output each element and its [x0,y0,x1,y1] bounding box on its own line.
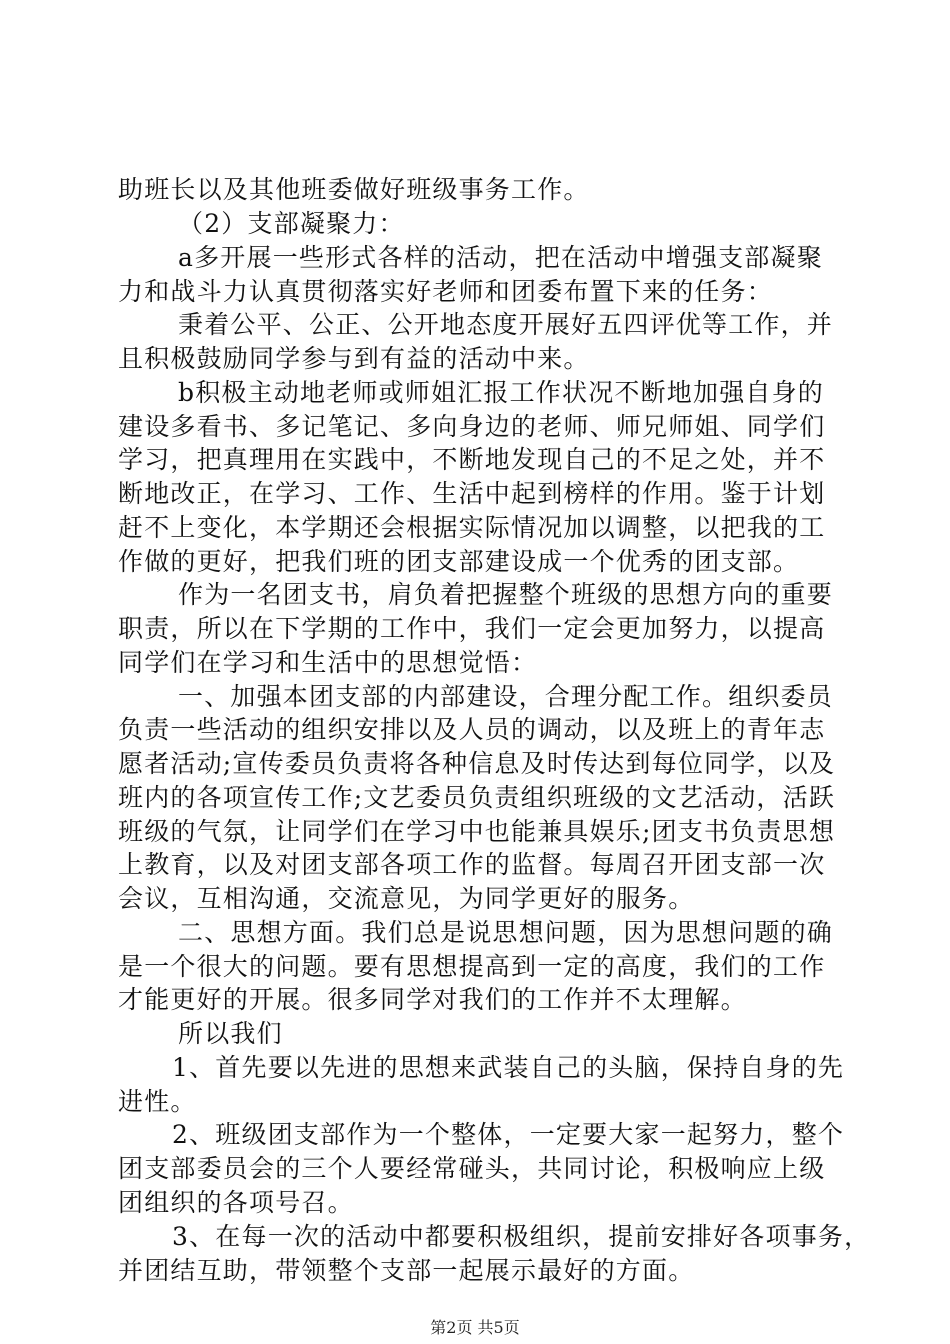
text-line: 一、加强本团支部的内部建设，合理分配工作。组织委员 [178,682,834,711]
text-line: 同学们在学习和生活中的思想觉悟： [118,648,538,677]
text-line: 断地改正，在学习、工作、生活中起到榜样的作用。鉴于计划 [118,479,826,508]
text-line: 才能更好的开展。很多同学对我们的工作并不太理解。 [118,985,747,1014]
text-line: 班级的气氛，让同学们在学习中也能兼具娱乐;团支书负责思想 [118,817,836,846]
text-line: 作做的更好，把我们班的团支部建设成一个优秀的团支部。 [118,547,800,576]
text-line: 作为一名团支书，肩负着把握整个班级的思想方向的重要 [178,580,834,609]
text-line: 团组织的各项号召。 [118,1188,354,1217]
page-number: 第2页 共5页 [430,1318,520,1337]
text-line: 秉着公平、公正、公开地态度开展好五四评优等工作，并 [178,310,834,339]
text-line: 二、思想方面。我们总是说思想问题，因为思想问题的确 [178,918,834,947]
text-line: 并团结互助，带领整个支部一起展示最好的方面。 [118,1256,695,1285]
text-line: 助班长以及其他班委做好班级事务工作。 [118,175,590,204]
text-line: 力和战斗力认真贯彻落实好老师和团委布置下来的任务： [118,277,774,306]
section-heading: （2）支部凝聚力： [178,209,405,238]
text-line: 学习，把真理用在实践中，不断地发现自己的不足之处，并不 [118,445,826,474]
list-item: 3、在每一次的活动中都要积极组织，提前安排好各项事务， [172,1222,871,1251]
text-line: 赶不上变化，本学期还会根据实际情况加以调整，以把我的工 [118,513,826,542]
list-item: 2、班级团支部作为一个整体，一定要大家一起努力，整个 [172,1120,845,1149]
text-line: 是一个很大的问题。要有思想提高到一定的高度，我们的工作 [118,952,826,981]
text-line: a多开展一些形式各样的活动，把在活动中增强支部凝聚 [178,243,823,272]
text-line: 团支部委员会的三个人要经常碰头，共同讨论，积极响应上级 [118,1154,826,1183]
list-item: 1、首先要以先进的思想来武装自己的头脑，保持自身的先 [172,1053,845,1082]
text-line: 会议，互相沟通，交流意见，为同学更好的服务。 [118,884,695,913]
text-line: b积极主动地老师或师姐汇报工作状况不断地加强自身的 [178,378,825,407]
text-line: 负责一些活动的组织安排以及人员的调动，以及班上的青年志 [118,715,826,744]
text-line: 上教育，以及对团支部各项工作的监督。每周召开团支部一次 [118,850,826,879]
text-line: 且积极鼓励同学参与到有益的活动中来。 [118,344,590,373]
text-line: 所以我们 [178,1019,283,1048]
text-line: 进性。 [118,1087,197,1116]
text-line: 班内的各项宣传工作;文艺委员负责组织班级的文艺活动，活跃 [118,783,836,812]
text-line: 愿者活动;宣传委员负责将各种信息及时传达到每位同学，以及 [118,749,836,778]
text-line: 建设多看书、多记笔记、多向身边的老师、师兄师姐、同学们 [118,412,826,441]
text-line: 职责，所以在下学期的工作中，我们一定会更加努力，以提高 [118,614,826,643]
